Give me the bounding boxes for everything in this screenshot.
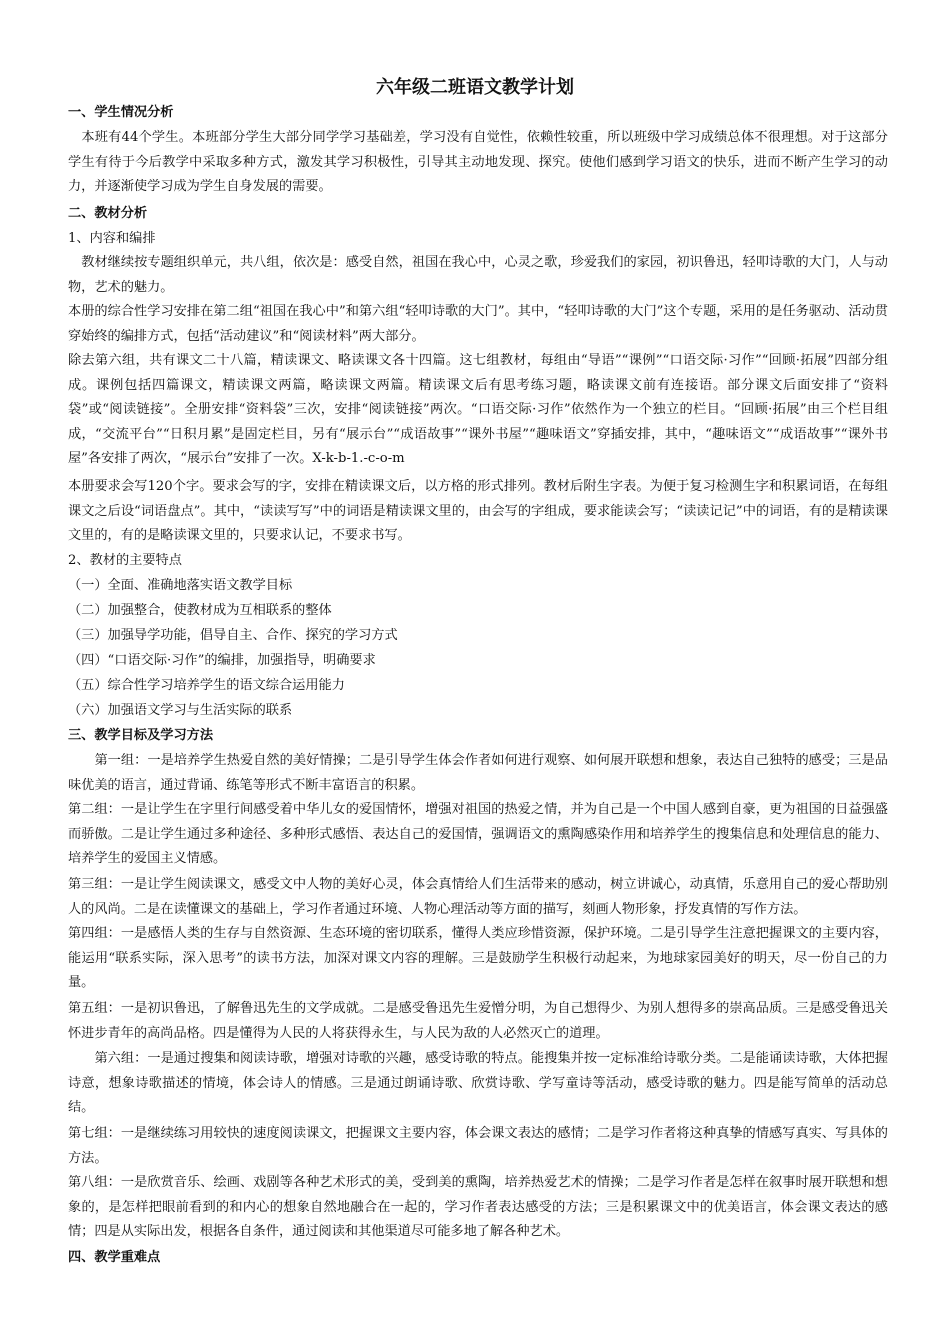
paragraph-comprehensive-learning: 本册的综合性学习安排在第二组“祖国在我心中”和第六组“轻叩诗歌的大门”。其中，“轻叩诗歌的大门”这个专题，采用的是任务驱动、活动贯穿始终的编排方式，包括“活动建议”和“阅读材料”两大部分。 <box>68 304 888 344</box>
paragraph-units: 教材继续按专题组织单元，共八组，依次是：感受自然，祖国在我心中，心灵之歌，珍爱我们的家园，初识鲁迅，轻叩诗歌的大门，人与动物，艺术的魅力。 <box>68 255 888 295</box>
section-heading-teaching-goals: 三、教学目标及学习方法 <box>68 728 214 743</box>
paragraph-student-analysis: 本班有44个学生。本班部分学生大部分同学学习基础差，学习没有自觉性，依赖性较重，所以班级中学习成绩总体不很理想。对于这部分学生有待于今后教学中采取多种方式，激发其学习积极性，引导其主动地发现、探究。使他们感到学习语文的快乐，进而不断产生学习的动力，并逐渐使学习成为学生自身发展的需要。 <box>68 130 888 195</box>
subheading-content-arrangement: 1、内容和编排 <box>68 231 156 246</box>
feature-item: （五）综合性学习培养学生的语文综合运用能力 <box>68 678 345 693</box>
feature-item: （一）全面、准确地落实语文教学目标 <box>68 578 293 593</box>
document-title: 六年级二班语文教学计划 <box>376 77 574 98</box>
paragraph-text-structure: 除去第六组，共有课文二十八篇，精读课文、略读课文各十四篇。这七组教材，每组由“导语”“课例”“口语交际·习作”“回顾·拓展”四部分组成。课例包括四篇课文，精读课文两篇，略读课文两篇。精读课文后有思考练习题，略读课文前有连接语。部分课文后面安排了“资料袋”或“阅读链接”。全册安排“资料袋”三次，安排“阅读链接”两次。“口语交际·习作”依然作为一个独立的栏目。“回顾·拓展”由三个栏目组成，“交流平台”“日积月累”是固定栏目，另有“展示台”“成语故事”“课外书屋”“趣味语文”穿插安排，其中，“趣味语文”“成语故事”“课外书屋”各安排了两次，“展示台”安排了一次。X-k-b-1.-c-o-m <box>68 353 888 467</box>
section-heading-textbook-analysis: 二、教材分析 <box>68 206 148 221</box>
paragraph-characters: 本册要求会写120个字。要求会写的字，安排在精读课文后，以方格的形式排列。教材后附生字表。为便于复习检测生字和积累词语，在每组课文之后设“词语盘点”。其中，“读读写写”中的词语是精读课文里的，由会写的字组成，要求能读会写；“读读记记”中的词语，有的是精读课文里的，有的是略读课文里的，只要求认记，不要求书写。 <box>68 479 888 544</box>
feature-item: （四）“口语交际·习作”的编排，加强指导，明确要求 <box>68 653 376 668</box>
feature-item: （六）加强语文学习与生活实际的联系 <box>68 703 293 718</box>
paragraph-group-6: 第六组：一是通过搜集和阅读诗歌，增强对诗歌的兴趣，感受诗歌的特点。能搜集并按一定标准给诗歌分类。二是能诵读诗歌，大体把握诗意，想象诗歌描述的情境，体会诗人的情感。三是通过朗诵诗歌、欣赏诗歌、学写童诗等活动，感受诗歌的魅力。四是能写简单的活动总结。 <box>68 1051 888 1116</box>
paragraph-group-5: 第五组：一是初识鲁迅，了解鲁迅先生的文学成就。二是感受鲁迅先生爱憎分明，为自己想得少、为别人想得多的崇高品质。三是感受鲁迅关怀进步青年的高尚品格。四是懂得为人民的人将获得永生，与人民为敌的人必然灭亡的道理。 <box>68 1001 888 1041</box>
feature-item: （三）加强导学功能，倡导自主、合作、探究的学习方式 <box>68 628 398 643</box>
paragraph-group-3: 第三组：一是让学生阅读课文，感受文中人物的美好心灵，体会真情给人们生活带来的感动，树立讲诚心，动真情，乐意用自己的爱心帮助别人的风尚。二是在读懂课文的基础上，学习作者通过环境、人物心理活动等方面的描写，刻画人物形象，抒发真情的写作方法。 <box>68 877 888 917</box>
paragraph-group-2: 第二组：一是让学生在字里行间感受着中华儿女的爱国情怀，增强对祖国的热爱之情，并为自己是一个中国人感到自豪，更为祖国的日益强盛而骄傲。二是让学生通过多种途径、多种形式感悟、表达自己的爱国情，强调语文的熏陶感染作用和培养学生的搜集信息和处理信息的能力、培养学生的爱国主义情感。 <box>68 802 888 867</box>
paragraph-group-8: 第八组：一是欣赏音乐、绘画、戏剧等各种艺术形式的美，受到美的熏陶，培养热爱艺术的情操；二是学习作者是怎样在叙事时展开联想和想象的，是怎样把眼前看到的和内心的想象自然地融合在一起的，学习作者表达感受的方法；三是积累课文中的优美语言，体会课文表达的感情；四是从实际出发，根据各自条件，通过阅读和其他渠道尽可能多地了解各种艺术。 <box>68 1175 888 1240</box>
paragraph-group-7: 第七组：一是继续练习用较快的速度阅读课文，把握课文主要内容，体会课文表达的感情；二是学习作者将这种真挚的情感写真实、写具体的方法。 <box>68 1126 888 1166</box>
section-heading-student-analysis: 一、学生情况分析 <box>68 105 174 120</box>
paragraph-group-4: 第四组：一是感悟人类的生存与自然资源、生态环境的密切联系，懂得人类应珍惜资源，保护环境。二是引导学生注意把握课文的主要内容，能运用“联系实际，深入思考”的读书方法，加深对课文内容的理解。三是鼓励学生积极行动起来，为地球家园美好的明天，尽一份自己的力量。 <box>68 926 888 991</box>
feature-item: （二）加强整合，使教材成为互相联系的整体 <box>68 603 332 618</box>
section-heading-key-difficulties: 四、教学重难点 <box>68 1250 161 1265</box>
subheading-main-features: 2、教材的主要特点 <box>68 553 182 568</box>
paragraph-group-1: 第一组：一是培养学生热爱自然的美好情操；二是引导学生体会作者如何进行观察、如何展开联想和想象，表达自己独特的感受；三是品味优美的语言，通过背诵、练笔等形式不断丰富语言的积累。 <box>68 753 888 793</box>
